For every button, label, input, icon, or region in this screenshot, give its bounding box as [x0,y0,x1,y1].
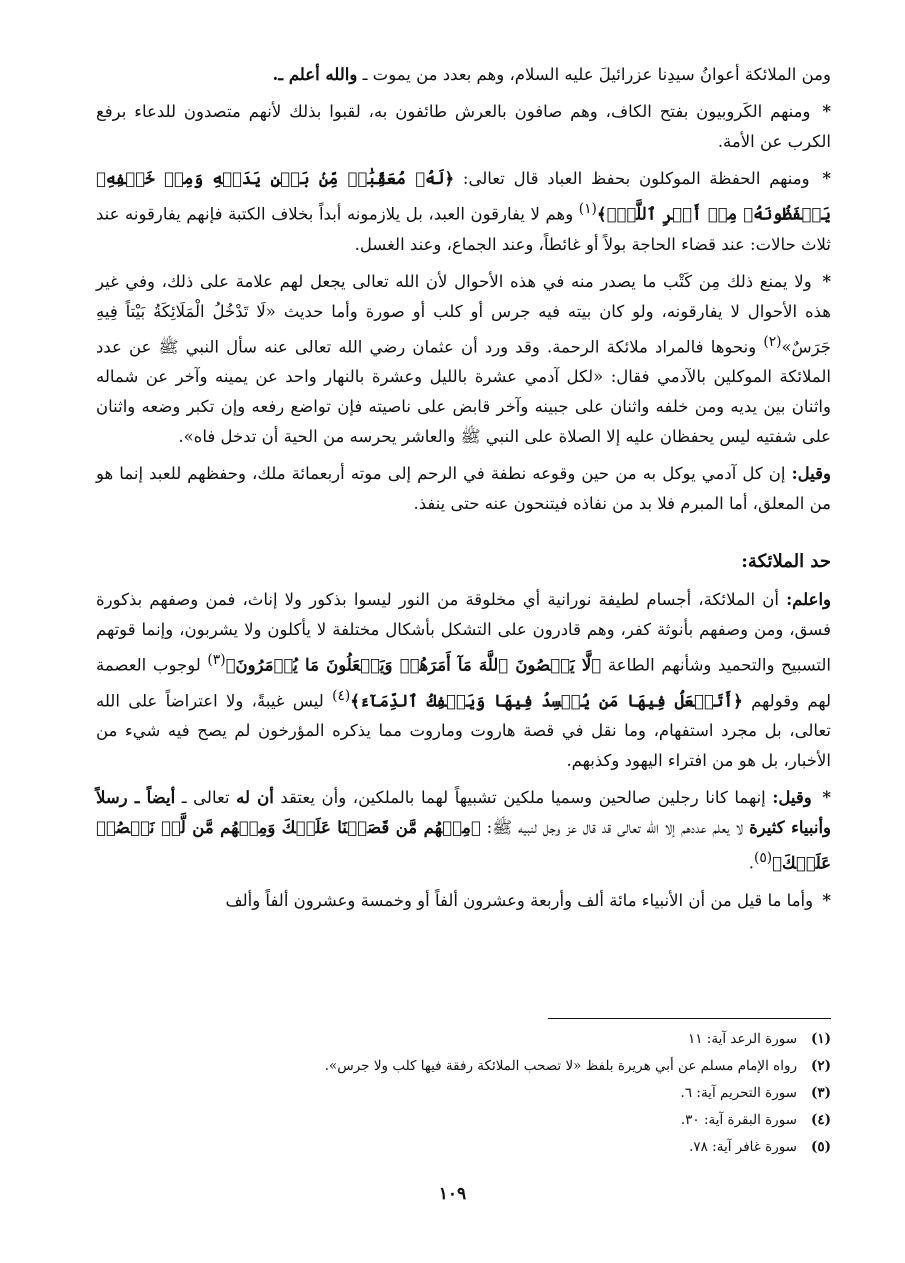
paragraph-7 [96,783,831,879]
paragraph-7-text-d: . [748,853,754,873]
footnote-item [96,1026,831,1053]
paragraph-6-text-b: لوجوب العصمة لهم وقولهم [96,655,831,710]
paragraph-7-text-a: إنهما كانا رجلين صالحين وسميا ملكين تشبيهاً لهما بالملكين، وأن يعتقد [273,788,773,807]
footnote-divider [548,1018,831,1019]
footnote-number: (٢) [810,1058,831,1074]
paragraph-4 [96,267,831,453]
quran-verse: ﴿لَّا يَعۡصُونَ ٱللَّهَ مَآ أَمَرَهُمۡ وَيَفۡعَلُونَ مَا يُؤۡمَرُونَ﴾ [225,655,602,675]
footnotes [96,1026,831,1161]
paragraph-2 [96,97,831,157]
footnote-text: سورة البقرة آية: ٣٠. [680,1112,797,1128]
footnote-text: سورة غافر آية: ٧٨. [689,1139,797,1155]
paragraph-4-text-a: ولا يمنع ذلك مِن كَتْب ما يصدر منه في هذه الأحوال لأن الله تعالى يجعل لهم علامة على ذلك، وفي غير هذه الأحوال لا يفارقونه، ولو كان بيته فيه جرس أو كلب أو صورة وأما حديث «لَا تَدْخُلُ الْمَلَائِكَةُ بَيْتاً فِيهِ جَرَسٌ» [96,271,831,356]
paragraph-5-lead: وقيل: [791,464,831,483]
paragraph-8-text: وأما ما قيل من أن الأنبياء مائة ألف وأربعة وعشرون ألفاً أو وخمسة وعشرون ألفاً وألف [225,890,814,910]
paragraph-6-text-a: أن الملائكة، أجسام لطيفة نورانية أي مخلوقة من النور ليسوا بذكور ولا إناث، فمن وصفهم بذكورة فسق، ومن وصفهم بأنوثة كفر، وهم قادرون على التشكل بأشكال مختلفة لا يأكلون ولا يشربون، وإنما قوتهم التسبيح والتحميد وشأنهم الطاعة [96,590,832,675]
footnote-number: (٥) [810,1139,831,1155]
footnote-item [96,1107,831,1134]
footnote-text: سورة الرعد آية: ١١ [687,1031,797,1047]
paragraph-6-lead: واعلم: [786,590,831,609]
section-heading: حد الملائكة: [741,551,831,572]
footnote-ref: (٤) [332,687,351,704]
paragraph-4-text-b: ونحوها فالمراد ملائكة الرحمة. وقد ورد أن عثمان رضي الله تعالى عنه سأل النبي ﷺ عن عدد الملائكة الموكلين بالآدمي فقال: «لكل آدمي عشرة بالليل وعشرة بالنهار واحد عن يمينه وآخر عن شماله واثنان بين يديه ومن خلفه واثنان على جبينه وآخر قابض على ناصيته فإن تواضع رفعه وإن تكبر وضعه واثنان على شفتيه ليس يحفظان عليه إلا الصلاة على النبي ﷺ والعاشر يحرسه من الحية أن تدخل فاه». [96,337,831,446]
page-number: ١٠٩ [438,1184,467,1204]
footnote-ref: (٥) [753,850,773,866]
paragraph-5-text: إن كل آدمي يوكل به من حين وقوعه نطفة في الرحم إلى موته أربعمائة ملك، وحفظهم للعبد إنما هو من المعلق، أما المبرم فلا بد من نفاذه فيتنحون عنه حتى ينفذ. [96,464,831,513]
footnote-text: رواه الإمام مسلم عن أبي هريرة بلفظ «لا تصحب الملائكة رفقة فيها كلب ولا جرس». [324,1058,797,1074]
bullet-star-icon: * [822,169,831,188]
footnote-item [96,1053,831,1080]
paragraph-3 [96,164,831,260]
paragraph-1 [96,60,831,90]
paragraph-2-text: ومنهم الكَروبيون بفتح الكاف، وهم صافون بالعرش طائفون به، لقبوا بذلك لأنهم متصدون للدعاء برفع الكرب عن الأمة. [96,102,831,151]
main-text [96,60,831,923]
paragraph-6 [96,585,831,776]
paragraph-1-text: ومن الملائكة أعوانُ سيدِنا عزرائيلَ عليه السلام، وهم بعدد من يموت ـ [357,65,831,84]
bullet-star-icon: * [822,271,831,291]
paragraph-5 [96,459,831,519]
paragraph-7-text-c: لا يعلم عددهم إلا الله تعالى قد قال عز وجل لنبيه ﷺ: [480,818,750,837]
paragraph-6-text-c: ليس غيبةً، ولا اعتراضاً على الله تعالى، بل مجرد استفهام، وما نقل في قصة هاروت وماروت مما يذكره المؤرخون لم يصح فيه شيء من الأخبار، بل هو من افتراء اليهود وكذبهم. [96,691,831,770]
footnote-ref: (٢) [763,333,782,350]
footnote-ref: (٣) [207,652,226,668]
paragraph-7-bold-a: أن له [236,788,274,807]
bullet-star-icon: * [822,890,831,910]
footnote-item [96,1080,831,1107]
quran-verse: ﴿أَتَجۡعَلُ فِيهَا مَن يُفۡسِدُ فِيهَا وَيَسۡفِكُ ٱلدِّمَآءَ﴾ [350,691,743,710]
footnote-number: (٣) [810,1085,831,1101]
paragraph-7-bold-b: أيضاً ـ رسلاً وأنبياء كثيرة [96,788,831,837]
paragraph-7-text-b: تعالى ـ [175,788,237,807]
footnote-text: سورة التحريم آية: ٦. [680,1085,797,1101]
quran-verse: ﴿لَهُۥ مُعَقِّبَٰتٞ مِّنۢ بَيۡنِ يَدَيۡهِ وَمِنۡ خَلۡفِهِۦ يَحۡفَظُونَهُۥ مِنۡ أَمۡرِ ٱللَّهِۗ﴾ [96,169,831,224]
bullet-star-icon: * [822,788,831,807]
footnote-ref: (١) [578,201,597,217]
quran-verse: ﴿مِنۡهُم مَّن قَصَصۡنَا عَلَيۡكَ وَمِنۡهُم مَّن لَّمۡ نَقۡصُصۡ عَلَيۡكَ﴾ [96,818,831,873]
paragraph-8 [96,886,831,916]
paragraph-1-closing: والله أعلم ـ. [272,65,358,84]
bullet-star-icon: * [822,102,832,121]
footnote-number: (٤) [810,1112,831,1128]
paragraph-3-text-a: ومنهم الحفظة الموكلون بحفظ العباد قال تعالى: [454,169,810,188]
paragraph-7-lead: وقيل: [772,788,812,807]
footnote-number: (١) [810,1031,831,1047]
footnote-item [96,1134,831,1161]
paragraph-3-text-b: وهم لا يفارقون العبد، بل يلازمونه أبداً بخلاف الكتبة فإنهم يفارقونه عند ثلاث حالات: عند قضاء الحاجة بولاً أو غائطاً، وعند الجماع، وعند الغسل. [96,204,831,254]
